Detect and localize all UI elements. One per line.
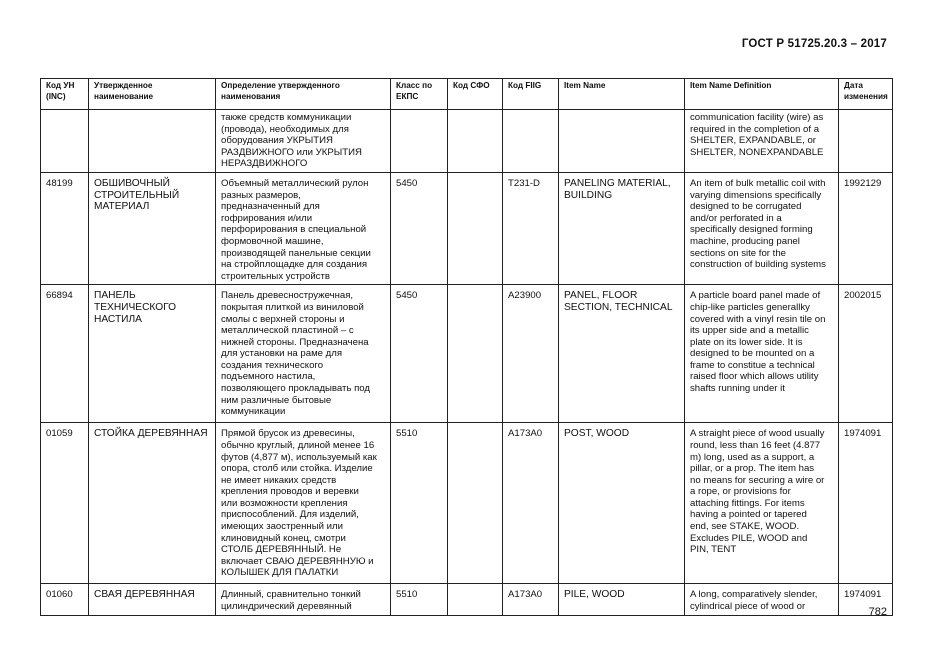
column-header-date: Дата изменения xyxy=(839,79,893,110)
cell-item-name xyxy=(559,110,685,173)
document-standard-header: ГОСТ Р 51725.20.3 – 2017 xyxy=(741,38,887,50)
cell-code xyxy=(41,110,89,173)
cell-class: 5510 xyxy=(391,423,448,584)
cell-date: 2002015 xyxy=(839,285,893,423)
column-header-class: Класс по ЕКПС xyxy=(391,79,448,110)
table-row xyxy=(41,423,893,584)
cell-item-name: PANELING MATERIAL, BUILDING xyxy=(559,172,685,284)
column-header-item-name: Item Name xyxy=(559,79,685,110)
column-header-code: Код УН (INC) xyxy=(41,79,89,110)
cell-sfo xyxy=(448,584,503,616)
cell-definition: также средств коммуникации (провода), необходимых для оборудования УКРЫТИЯ РАЗДВИЖНОГО или УКРЫТИЯ НЕРАЗДВИЖНОГО xyxy=(216,110,391,173)
cell-fiig xyxy=(503,110,559,173)
cell-item-name: POST, WOOD xyxy=(559,423,685,584)
cell-approved-name: ОБШИВОЧНЫЙ СТРОИТЕЛЬНЫЙ МАТЕРИАЛ xyxy=(89,172,216,284)
column-header-definition: Определение утвержденного наименования xyxy=(216,79,391,110)
cell-approved-name: ПАНЕЛЬ ТЕХНИЧЕСКОГО НАСТИЛА xyxy=(89,285,216,423)
cell-definition: Объемный металлический рулон разных размеров, предназначенный для гофрирования и/или перфорирования в специальной формовочной машине, производящей панельные секции на стройплощадке для создания строительных устройств xyxy=(216,172,391,284)
cell-item-name: PANEL, FLOOR SECTION, TECHNICAL xyxy=(559,285,685,423)
column-header-sfo: Код СФО xyxy=(448,79,503,110)
cell-item-definition: A straight piece of wood usually round, less than 16 feet (4.877 m) long, used as a support, a pillar, or a prop. The item has no means for securing a wire or a rope, or provisions for attaching fittings. For items having a pointed or tapered end, see STAKE, WOOD. Excludes PILE, WOOD and PIN, TENT xyxy=(685,423,839,584)
cell-fiig: A173A0 xyxy=(503,584,559,616)
cell-definition: Прямой брусок из древесины, обычно круглый, длиной менее 16 футов (4,877 м), используемый как опора, столб или стойка. Изделие не имеет никаких средств крепления проводов и веревки или возможности крепления приспособлений. Для изделий, имеющих заостренный или клиновидный конец, смотри СТОЛБ ДЕРЕВЯННЫЙ. Не включает СВАЮ ДЕРЕВЯННУЮ и КОЛЫШЕК ДЛЯ ПАЛАТКИ xyxy=(216,423,391,584)
cell-code: 01060 xyxy=(41,584,89,616)
cell-sfo xyxy=(448,110,503,173)
table-row xyxy=(41,285,893,423)
cell-class: 5510 xyxy=(391,584,448,616)
cell-code: 48199 xyxy=(41,172,89,284)
cell-approved-name: СТОЙКА ДЕРЕВЯННАЯ xyxy=(89,423,216,584)
cell-date xyxy=(839,110,893,173)
cell-fiig: A23900 xyxy=(503,285,559,423)
cell-class: 5450 xyxy=(391,285,448,423)
cell-definition: Панель древесностружечная, покрытая плиткой из виниловой смолы с верхней стороны и металлической пластиной – с нижней стороны. Предназначена для установки на раме для создания технического подъемного настила, позволяющего прокладывать под ним различные бытовые коммуникации xyxy=(216,285,391,423)
table-row xyxy=(41,172,893,284)
cell-approved-name: СВАЯ ДЕРЕВЯННАЯ xyxy=(89,584,216,616)
cell-date: 1974091 xyxy=(839,423,893,584)
cell-item-definition: An item of bulk metallic coil with varying dimensions specifically designed to be corrugated and/or perforated in a specifically designed forming machine, producing panel sections on site for the construction of building systems xyxy=(685,172,839,284)
cell-fiig: A173A0 xyxy=(503,423,559,584)
page-number: 782 xyxy=(868,606,887,618)
cell-item-definition: A particle board panel made of chip-like particles generallky covered with a vinyl resin tile on its upper side and a metallic plate on its lower side. It is designed to be mounted on a frame to constitue a technical raised floor which allows utility shafts running under it xyxy=(685,285,839,423)
cell-date: 1992129 xyxy=(839,172,893,284)
cell-code: 01059 xyxy=(41,423,89,584)
column-header-item-definition: Item Name Definition xyxy=(685,79,839,110)
catalog-table xyxy=(40,78,893,616)
cell-class: 5450 xyxy=(391,172,448,284)
cell-date: 1974091 xyxy=(839,584,893,616)
cell-class xyxy=(391,110,448,173)
column-header-approved-name: Утвержденное наименование xyxy=(89,79,216,110)
table-header-row xyxy=(41,79,893,110)
cell-fiig: T231-D xyxy=(503,172,559,284)
table-row xyxy=(41,110,893,173)
cell-code: 66894 xyxy=(41,285,89,423)
cell-item-definition: A long, comparatively slender, cylindrical piece of wood or xyxy=(685,584,839,616)
cell-sfo xyxy=(448,423,503,584)
cell-item-definition: communication facility (wire) as required in the completion of a SHELTER, EXPANDABLE, or SHELTER, NONEXPANDABLE xyxy=(685,110,839,173)
cell-sfo xyxy=(448,285,503,423)
cell-item-name: PILE, WOOD xyxy=(559,584,685,616)
cell-definition: Длинный, сравнительно тонкий цилиндрический деревянный xyxy=(216,584,391,616)
column-header-fiig: Код FIIG xyxy=(503,79,559,110)
cell-approved-name xyxy=(89,110,216,173)
cell-sfo xyxy=(448,172,503,284)
table-row xyxy=(41,584,893,616)
